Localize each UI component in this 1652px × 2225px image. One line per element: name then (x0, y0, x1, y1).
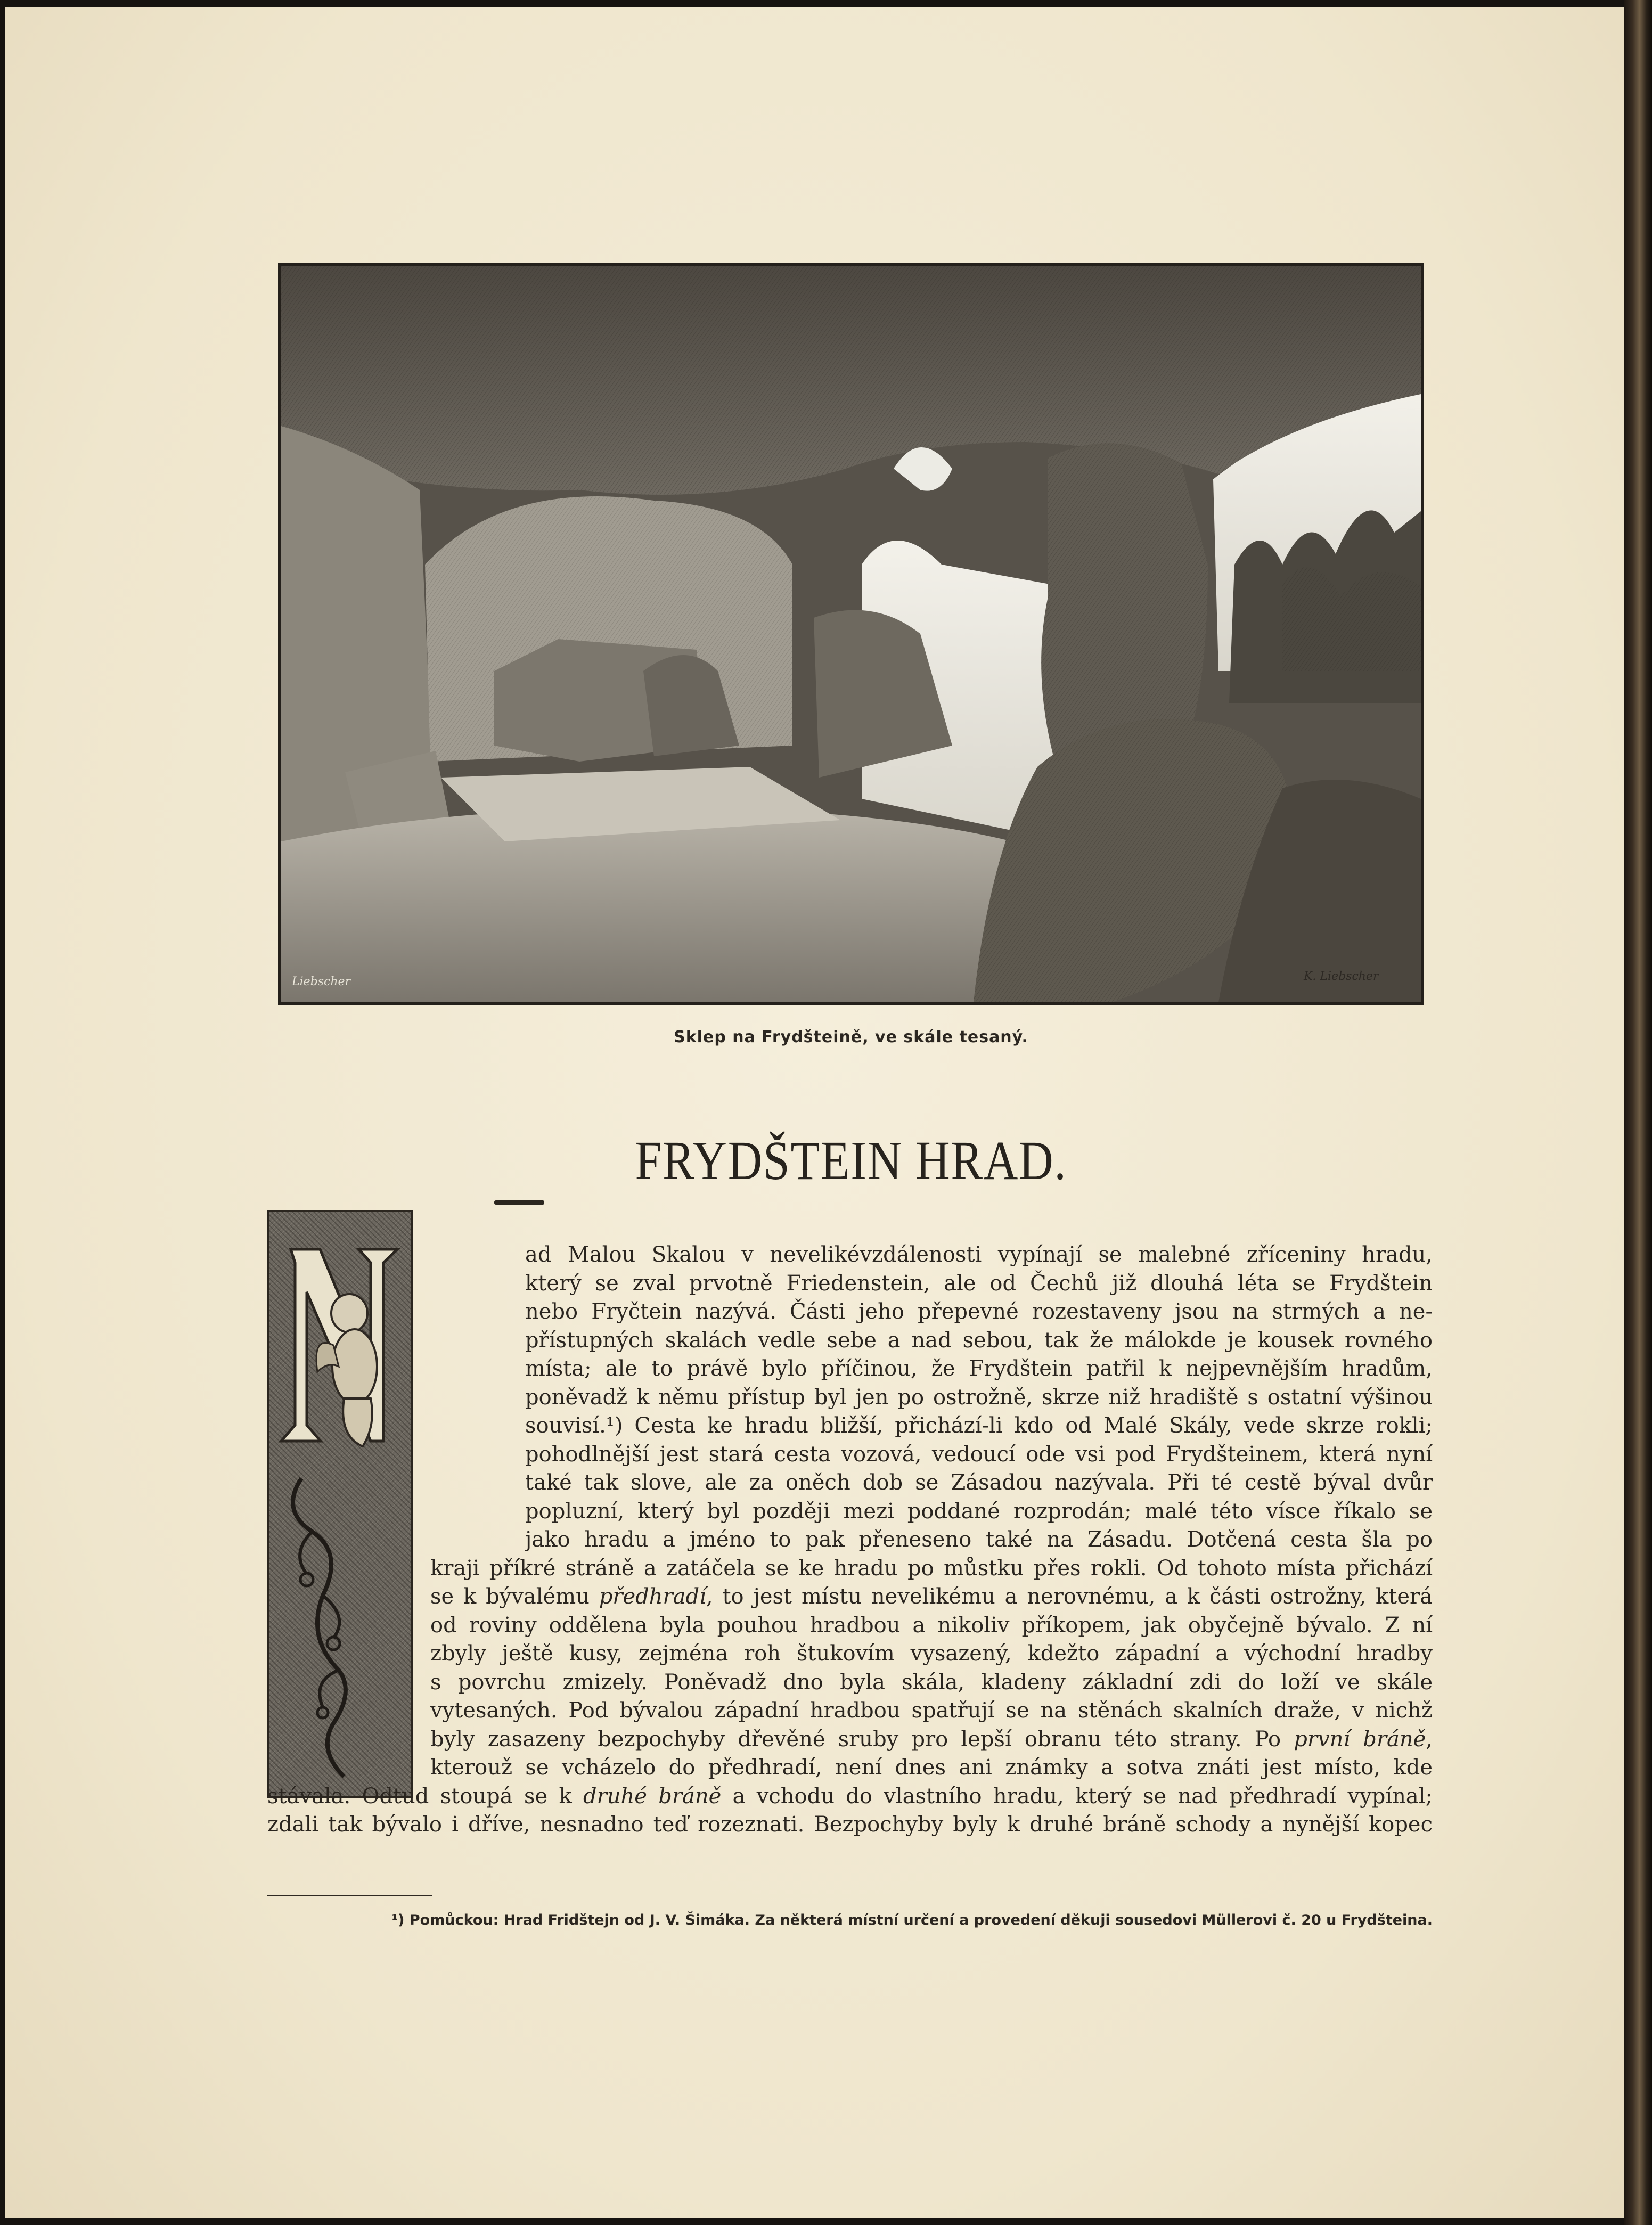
body-line: s povrchu zmizely. Poněvadž dno byla skála, kladeny základní zdi do loží ve skále (430, 1670, 1433, 1695)
body-line: pohodlnější jest stará cesta vozová, vedoucí ode vsi pod Frydšteinem, která nyní (525, 1442, 1433, 1467)
body-line: kraji příkré stráně a zatáčela se ke hradu po můstku přes rokli. Od tohoto místa přichází (430, 1556, 1433, 1581)
footnote: ¹) Pomůckou: Hrad Fridštejn od J. V. Šimáka. Za některá místní určení a provedení děkuji sousedovi Müllerovi č. 20 u Frydšteina. (391, 1912, 1433, 1928)
article-body (267, 1241, 1433, 1839)
italic-term: první bráně (1294, 1727, 1426, 1752)
cellar-illustration (278, 263, 1424, 1005)
chapter-title: FRYDŠTEIN HRAD. (635, 1130, 1067, 1191)
body-line: kterouž se vcházelo do předhradí, není dnes ani známky a sotva znáti jest místo, kde (430, 1755, 1433, 1780)
drop-cap-letter: N (328, 1414, 329, 1415)
footnote-rule (267, 1895, 432, 1896)
figure-caption: Sklep na Frydšteině, ve skále tesaný. (674, 1028, 1028, 1046)
rock-cellar-engraving (281, 266, 1421, 1002)
body-line: vytesaných. Pod bývalou západní hradbou spatřují se na stěnách skalních draže, v nichž (430, 1698, 1433, 1723)
drop-cap-ornament-line (494, 1200, 544, 1205)
body-line-mixed: se k bývalému předhradí, to jest místu nevelikému a nerovnému, a k části ostrožny, která (430, 1584, 1433, 1609)
body-line: nebo Fryčtein nazývá. Části jeho přepevné rozestaveny jsou na strmých a ne- (525, 1299, 1433, 1324)
body-line-mixed: byly zasazeny bezpochyby dřevěné sruby pro lepší obranu této strany. Po první bráně, (430, 1727, 1433, 1752)
artist-signature-left: Liebscher (292, 975, 351, 988)
body-line: zdali tak bývalo i dříve, nesnadno teď rozeznati. Bezpochyby byly k druhé bráně schody a nynější kopec (267, 1812, 1433, 1837)
body-line: jako hradu a jméno to pak přeneseno také na Zásadu. Dotčená cesta šla po (525, 1527, 1433, 1552)
book-spine-shadow (1624, 0, 1652, 2225)
body-line-mixed: stávala. Odtud stoupá se k druhé bráně a vchodu do vlastního hradu, který se nad předhradí vypínal; (267, 1784, 1433, 1809)
body-line: od roviny oddělena byla pouhou hradbou a nikoliv příkopem, jak obyčejně bývalo. Z ní (430, 1613, 1433, 1638)
body-line: popluzní, který byl později mezi poddané rozprodán; malé této vísce říkalo se (525, 1499, 1433, 1524)
body-line: přístupných skalách vedle sebe a nad sebou, tak že málokde je kousek rovného (525, 1328, 1433, 1353)
body-line: poněvadž k němu přístup byl jen po ostrožně, skrze niž hradiště s ostatní výšinou (525, 1385, 1433, 1410)
body-line: místa; ale to právě bylo příčinou, že Frydštein patřil k nejpevnějším hradům, (525, 1356, 1433, 1381)
body-line: ad Malou Skalou v nevelikévzdálenosti vypínají se malebné zříceniny hradu, (525, 1242, 1433, 1267)
artist-signature-right: K. Liebscher (1304, 970, 1379, 983)
body-line: také tak slove, ale za oněch dob se Zásadou nazývala. Při té cestě býval dvůr (525, 1470, 1433, 1495)
body-line: který se zval prvotně Friedenstein, ale od Čechů již dlouhá léta se Frydštein (525, 1271, 1433, 1296)
italic-term: druhé bráně (583, 1784, 722, 1809)
body-line: souvisí.¹) Cesta ke hradu bližší, přichází-li kdo od Malé Skály, vede skrze rokli; (525, 1413, 1433, 1438)
italic-term: předhradí (599, 1584, 706, 1609)
body-line: zbyly ještě kusy, zejména roh štukovím vysazený, kdežto západní a východní hradby (430, 1641, 1433, 1666)
